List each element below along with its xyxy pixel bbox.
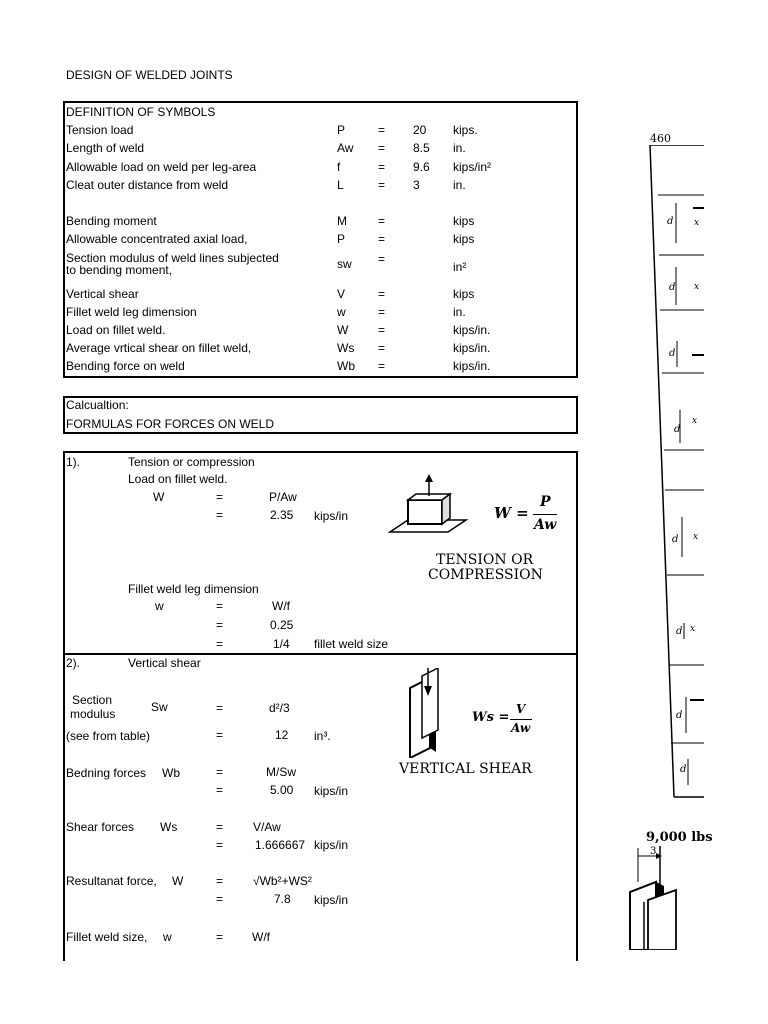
equals: =: [216, 701, 224, 715]
equals: =: [378, 214, 386, 228]
page-title: DESIGN OF WELDED JOINTS: [66, 68, 233, 82]
page-number: 460: [650, 132, 671, 145]
symbol-unit: in.: [453, 141, 466, 155]
Wb-unit: kips/in: [314, 784, 349, 798]
section1-number: 1).: [66, 455, 81, 469]
shear-equation-lhs: Ws =: [472, 710, 510, 725]
symbol-unit: kips: [453, 232, 475, 246]
leg-dimension-title: Fillet weld leg dimension: [128, 582, 259, 596]
tension-caption-1: TENSION OR: [436, 552, 534, 568]
section1-subtitle: Load on fillet weld.: [128, 472, 228, 486]
Ws-value: 1.666667: [255, 838, 306, 852]
symbol-unit: kips.: [453, 123, 478, 137]
w-fraction: 1/4: [273, 637, 290, 651]
shear-equation-num: V: [516, 702, 526, 716]
resultant-label: Resultanat force,: [66, 874, 157, 888]
section-modulus-label-1: Section: [72, 693, 113, 707]
definitions-heading: DEFINITION OF SYMBOLS: [66, 105, 216, 119]
symbol-unit: in.: [453, 178, 466, 192]
symbol-unit: kips: [453, 214, 475, 228]
bracket-figure: [620, 842, 690, 950]
Sw-value: 12: [275, 728, 289, 742]
weld-size-label: Fillet weld size,: [66, 930, 148, 944]
tension-equation-den: Aw: [534, 517, 557, 533]
symbol-value: 8.5: [413, 141, 430, 155]
weld-size-symbol: w: [163, 930, 172, 944]
W-value: 2.35: [270, 508, 294, 522]
equals: =: [216, 874, 224, 888]
tension-figure: [388, 474, 468, 546]
load-label: 9,000 lbs: [646, 830, 713, 845]
dim-d: d: [680, 764, 687, 775]
symbol: Ws: [337, 341, 355, 355]
symbol-unit: in²: [453, 260, 467, 274]
resultant-unit: kips/in: [314, 893, 349, 907]
dim-d: d: [669, 282, 676, 293]
equals: =: [216, 838, 224, 852]
tension-equation-lhs: W =: [494, 504, 529, 522]
symbol-label: Bending moment: [66, 214, 157, 228]
shear-equation-den: Aw: [511, 721, 531, 735]
tension-equation-num: P: [540, 494, 551, 510]
dim-x: x: [690, 624, 696, 634]
symbol-label: Length of weld: [66, 141, 145, 155]
symbol-label: Section modulus of weld lines subjected: [66, 251, 279, 265]
symbol-label: Fillet weld leg dimension: [66, 305, 197, 319]
section2-number: 2).: [66, 656, 81, 670]
symbol: Wb: [337, 359, 355, 373]
symbol-value: 9.6: [413, 160, 430, 174]
equals: =: [216, 783, 224, 797]
Sw-formula: d²/3: [269, 701, 290, 715]
symbol: w: [337, 305, 346, 319]
formulas-heading: FORMULAS FOR FORCES ON WELD: [66, 417, 275, 431]
symbol: sw: [337, 257, 352, 271]
weld-size-formula: W/f: [252, 930, 270, 944]
equals: =: [216, 618, 224, 632]
resultant-symbol: W: [172, 874, 184, 888]
equals: =: [378, 178, 386, 192]
equals: =: [378, 359, 386, 373]
symbol-label: Tension load: [66, 123, 134, 137]
symbol: L: [337, 178, 344, 192]
w-value: 0.25: [270, 618, 294, 632]
dim-x: x: [694, 282, 700, 292]
w-formula: W/f: [272, 599, 290, 613]
W-symbol: W: [153, 490, 165, 504]
dim-d: d: [676, 626, 683, 637]
equals: =: [378, 232, 386, 246]
dim-x: x: [694, 218, 700, 228]
symbol-value: 20: [413, 123, 427, 137]
Ws-symbol: Ws: [160, 820, 178, 834]
equals: =: [378, 123, 386, 137]
dim-x: x: [692, 416, 698, 426]
symbol-value: 3: [413, 178, 420, 192]
equals: =: [216, 728, 224, 742]
Sw-unit: in³.: [314, 729, 331, 743]
W-formula: P/Aw: [269, 490, 297, 504]
symbol: V: [337, 287, 346, 301]
symbol-unit: kips/in.: [453, 341, 491, 355]
Sw-symbol: Sw: [151, 700, 168, 714]
equals: =: [216, 490, 224, 504]
symbol-label: Vertical shear: [66, 287, 139, 301]
tension-caption-2: COMPRESSION: [428, 567, 543, 583]
resultant-formula: √Wb²+WS²: [253, 874, 312, 888]
dim-d: d: [676, 710, 683, 721]
equals: =: [216, 892, 224, 906]
equals: =: [378, 252, 386, 266]
Wb-symbol: Wb: [162, 766, 180, 780]
equals: =: [378, 287, 386, 301]
symbol: Aw: [337, 141, 354, 155]
equals: =: [216, 599, 224, 613]
equals: =: [378, 160, 386, 174]
symbol-label: Allowable concentrated axial load,: [66, 232, 248, 246]
W-unit: kips/in: [314, 509, 349, 523]
dimension-label: 3: [650, 846, 657, 857]
equals: =: [378, 341, 386, 355]
Wb-value: 5.00: [270, 783, 294, 797]
symbol: M: [337, 214, 347, 228]
dim-d: d: [674, 424, 681, 435]
equals: =: [216, 508, 224, 522]
shear-caption: VERTICAL SHEAR: [399, 761, 532, 777]
calculation-label: Calcualtion:: [66, 398, 129, 412]
equals: =: [216, 637, 224, 651]
Ws-unit: kips/in: [314, 838, 349, 852]
section-modulus-label-2: modulus: [70, 707, 116, 721]
symbol-unit: kips/in²: [453, 160, 492, 174]
section2-title: Vertical shear: [128, 656, 201, 670]
equals: =: [216, 820, 224, 834]
symbol-label: Cleat outer distance from weld: [66, 178, 229, 192]
bending-label: Bedning forces: [66, 766, 147, 780]
table-note: (see from table): [66, 729, 151, 743]
equals: =: [378, 305, 386, 319]
vertical-shear-figure: [404, 668, 454, 758]
symbol: f: [337, 160, 341, 174]
equals: =: [216, 930, 224, 944]
symbol-unit: kips/in.: [453, 323, 491, 337]
dim-d: d: [667, 216, 674, 227]
equals: =: [378, 141, 386, 155]
section-divider: [63, 653, 578, 655]
w-note: fillet weld size: [314, 637, 389, 651]
dim-d: d: [669, 348, 676, 359]
resultant-value: 7.8: [274, 892, 291, 906]
equals: =: [378, 323, 386, 337]
symbol: P: [337, 232, 346, 246]
Wb-formula: M/Sw: [266, 765, 296, 779]
symbol-label: Load on fillet weld.: [66, 323, 166, 337]
symbol: W: [337, 323, 349, 337]
shear-label: Shear forces: [66, 820, 135, 834]
weld-table-fragment: [640, 145, 704, 805]
dim-d: d: [672, 534, 679, 545]
symbol-unit: in.: [453, 305, 466, 319]
symbol-unit: kips: [453, 287, 475, 301]
Ws-formula: V/Aw: [253, 820, 281, 834]
symbol: P: [337, 123, 346, 137]
w-symbol: w: [155, 599, 164, 613]
symbol-unit: kips/in.: [453, 359, 491, 373]
section1-title: Tension or compression: [128, 455, 255, 469]
symbol-label-continued: to bending moment,: [66, 263, 173, 277]
dim-x: x: [693, 532, 699, 542]
equals: =: [216, 765, 224, 779]
symbol-label: Bending force on weld: [66, 359, 185, 373]
symbol-label: Allowable load on weld per leg-area: [66, 160, 257, 174]
symbol-label: Average vrtical shear on fillet weld,: [66, 341, 252, 355]
